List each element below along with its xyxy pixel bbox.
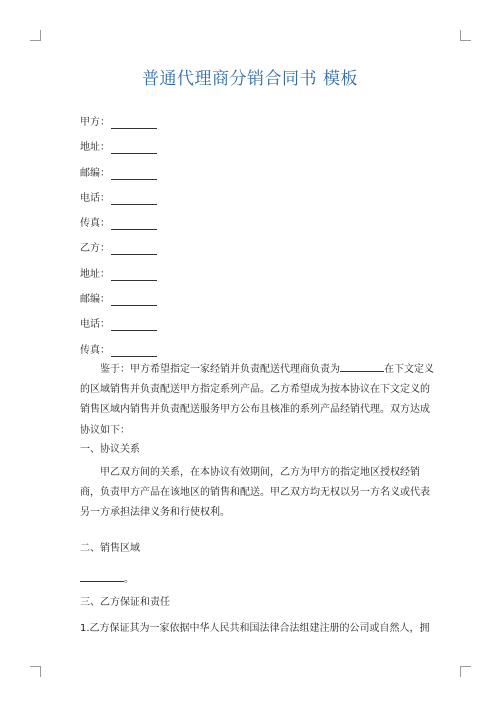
party-info-list [80,117,157,370]
field-label: 电话： [80,319,110,331]
fill-blank[interactable] [111,117,157,129]
field-label: 传真： [80,344,110,356]
field-label: 传真： [80,218,110,230]
field-label: 邮编： [80,294,110,306]
crop-mark-top-left [30,30,41,41]
party-a-phone-row [80,193,157,218]
section-3-item-1: 1.乙方保证其为一家依据中华人民共和国法律合法组建注册的公司或自然人，拥 [80,623,430,634]
fill-blank[interactable] [340,360,384,372]
field-label: 电话： [80,192,110,204]
fill-blank[interactable] [111,142,157,154]
field-label: 地址： [80,142,110,154]
section-1-body: 甲乙双方间的关系，在本协议有效期间，乙方为甲方的指定地区授权经销商，负责甲方产品在该地区的销售和配送。甲乙双方均无权以另一方名义或代表另一方承担法律义务和行使权利。 [80,467,430,519]
fill-blank[interactable] [111,269,157,281]
party-a-address-row [80,142,157,167]
party-b-name-row [80,243,157,268]
field-label: 邮编： [80,167,110,179]
crop-mark-top-right [460,30,471,41]
document-title: 普通代理商分销合同书 模板 [142,69,358,89]
fill-blank[interactable] [80,570,124,582]
preamble-text-1: 鉴于：甲方希望指定一家经销并负责配送代理商负责为 [100,364,340,375]
fill-blank[interactable] [111,294,157,306]
crop-mark-bottom-left [30,666,41,677]
party-b-address-row [80,269,157,294]
party-b-phone-row [80,319,157,344]
fill-blank[interactable] [111,193,157,205]
party-b-postcode-row [80,294,157,319]
section-1-heading: 一、协议关系 [80,444,140,455]
section-3-heading: 三、乙方保证和责任 [80,597,170,608]
field-label: 地址： [80,268,110,280]
crop-mark-bottom-right [460,666,471,677]
party-a-postcode-row [80,168,157,193]
section-2-heading: 二、销售区域 [80,543,140,554]
fill-blank[interactable] [111,319,157,331]
sales-region-tail: 。 [124,574,134,585]
party-a-fax-row [80,218,157,243]
preamble-text-2: 在下文定义的区域销售并负责配送甲方指定系列产品。乙方希望成为按本协议在下文定义的销售区域内销售并负责配送服务甲方公布且核准的系列产品经销代理。双方达成协议如下： [80,364,434,436]
fill-blank[interactable] [111,168,157,180]
fill-blank[interactable] [111,218,157,230]
sales-region-line [80,570,134,586]
field-label: 甲方： [80,117,110,128]
field-label: 乙方： [80,243,110,255]
preamble-paragraph [80,360,436,441]
party-a-name-row [80,117,157,142]
fill-blank[interactable] [111,345,157,357]
fill-blank[interactable] [111,243,157,255]
